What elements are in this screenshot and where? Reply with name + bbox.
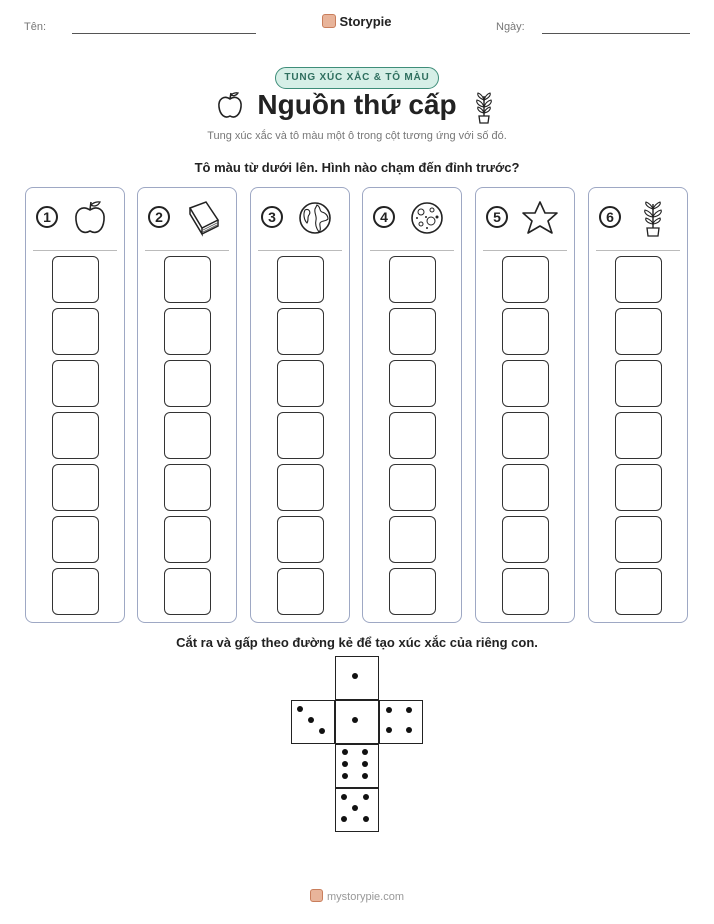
color-box[interactable] (615, 360, 662, 407)
dice-face (291, 700, 335, 744)
dice-instruction: Cắt ra và gấp theo đường kẻ để tạo xúc xắc của riêng con. (176, 635, 538, 650)
column-number: 4 (373, 206, 395, 228)
dice-column-3 (250, 187, 350, 623)
dice-column-2 (137, 187, 237, 623)
dice-pip (363, 794, 369, 800)
dice-pip (386, 727, 392, 733)
color-box[interactable] (389, 516, 436, 563)
dice-column-5 (475, 187, 575, 623)
dice-pip (362, 749, 368, 755)
column-number: 1 (36, 206, 58, 228)
dice-face (335, 788, 379, 832)
color-box[interactable] (502, 412, 549, 459)
dice-pip (406, 727, 412, 733)
dice-pip (341, 816, 347, 822)
apple-icon (70, 198, 110, 238)
dice-column-6 (588, 187, 688, 623)
column-number: 5 (486, 206, 508, 228)
color-box[interactable] (164, 360, 211, 407)
coloring-instruction: Tô màu từ dưới lên. Hình nào chạm đến đỉnh trước? (194, 160, 520, 175)
color-box[interactable] (164, 412, 211, 459)
color-box[interactable] (52, 568, 99, 615)
color-box[interactable] (502, 516, 549, 563)
color-box[interactable] (164, 464, 211, 511)
color-box[interactable] (277, 464, 324, 511)
color-box[interactable] (52, 308, 99, 355)
column-divider (33, 250, 117, 251)
page-title: Nguồn thứ cấp (257, 89, 457, 120)
dice-pip (297, 706, 303, 712)
column-divider (483, 250, 567, 251)
color-box[interactable] (389, 256, 436, 303)
dice-face (335, 700, 379, 744)
color-box[interactable] (502, 360, 549, 407)
color-box[interactable] (164, 256, 211, 303)
color-box[interactable] (502, 308, 549, 355)
color-box[interactable] (502, 256, 549, 303)
dice-pip (319, 728, 325, 734)
plant-icon (633, 198, 673, 238)
color-box[interactable] (52, 412, 99, 459)
column-divider (145, 250, 229, 251)
color-box[interactable] (615, 308, 662, 355)
color-box[interactable] (502, 464, 549, 511)
dice-pip (363, 816, 369, 822)
dice-face (335, 656, 379, 700)
color-box[interactable] (389, 412, 436, 459)
color-box[interactable] (164, 516, 211, 563)
column-divider (258, 250, 342, 251)
brand-name: Storypie (339, 14, 392, 29)
dice-pip (308, 717, 314, 723)
globe-icon (295, 198, 335, 238)
dice-pip (362, 773, 368, 779)
name-line (72, 33, 256, 34)
column-divider (370, 250, 454, 251)
dice-pip (406, 707, 412, 713)
column-number: 3 (261, 206, 283, 228)
color-box[interactable] (52, 360, 99, 407)
plant-icon (472, 90, 496, 124)
color-box[interactable] (277, 412, 324, 459)
footer-url: mystorypie.com (0, 889, 714, 903)
star-icon (520, 198, 560, 238)
color-box[interactable] (615, 516, 662, 563)
dice-pip (341, 794, 347, 800)
moon-icon (407, 198, 447, 238)
dice-pip (386, 707, 392, 713)
column-number: 2 (148, 206, 170, 228)
dice-pip (342, 773, 348, 779)
column-divider (596, 250, 680, 251)
color-box[interactable] (615, 256, 662, 303)
color-box[interactable] (164, 568, 211, 615)
dice-column-1 (25, 187, 125, 623)
color-box[interactable] (615, 464, 662, 511)
dice-pip (342, 761, 348, 767)
dice-pip (342, 749, 348, 755)
color-box[interactable] (277, 308, 324, 355)
color-box[interactable] (502, 568, 549, 615)
color-box[interactable] (52, 256, 99, 303)
dice-pip (352, 673, 358, 679)
color-box[interactable] (164, 308, 211, 355)
activity-badge: TUNG XÚC XẮC & TÔ MÀU (275, 67, 439, 89)
brand-logo (0, 14, 714, 29)
storypie-logo-icon (322, 14, 336, 28)
dice-face (335, 744, 379, 788)
page-subtitle: Tung xúc xắc và tô màu một ô trong cột tương ứng với số đó. (207, 130, 507, 142)
dice-column-4 (362, 187, 462, 623)
color-box[interactable] (389, 360, 436, 407)
dice-pip (352, 717, 358, 723)
name-label: Tên: (24, 21, 47, 33)
dice-pip (352, 805, 358, 811)
color-box[interactable] (277, 568, 324, 615)
color-box[interactable] (52, 516, 99, 563)
color-box[interactable] (615, 568, 662, 615)
color-box[interactable] (615, 412, 662, 459)
column-number: 6 (599, 206, 621, 228)
book-icon (182, 198, 222, 238)
color-box[interactable] (277, 360, 324, 407)
dice-pip (362, 761, 368, 767)
color-box[interactable] (389, 568, 436, 615)
color-box[interactable] (277, 516, 324, 563)
dice-face (379, 700, 423, 744)
color-box[interactable] (277, 256, 324, 303)
date-line (542, 33, 690, 34)
date-label: Ngày: (496, 21, 525, 33)
color-box[interactable] (389, 308, 436, 355)
storypie-logo-icon (310, 889, 323, 902)
color-box[interactable] (52, 464, 99, 511)
color-box[interactable] (389, 464, 436, 511)
